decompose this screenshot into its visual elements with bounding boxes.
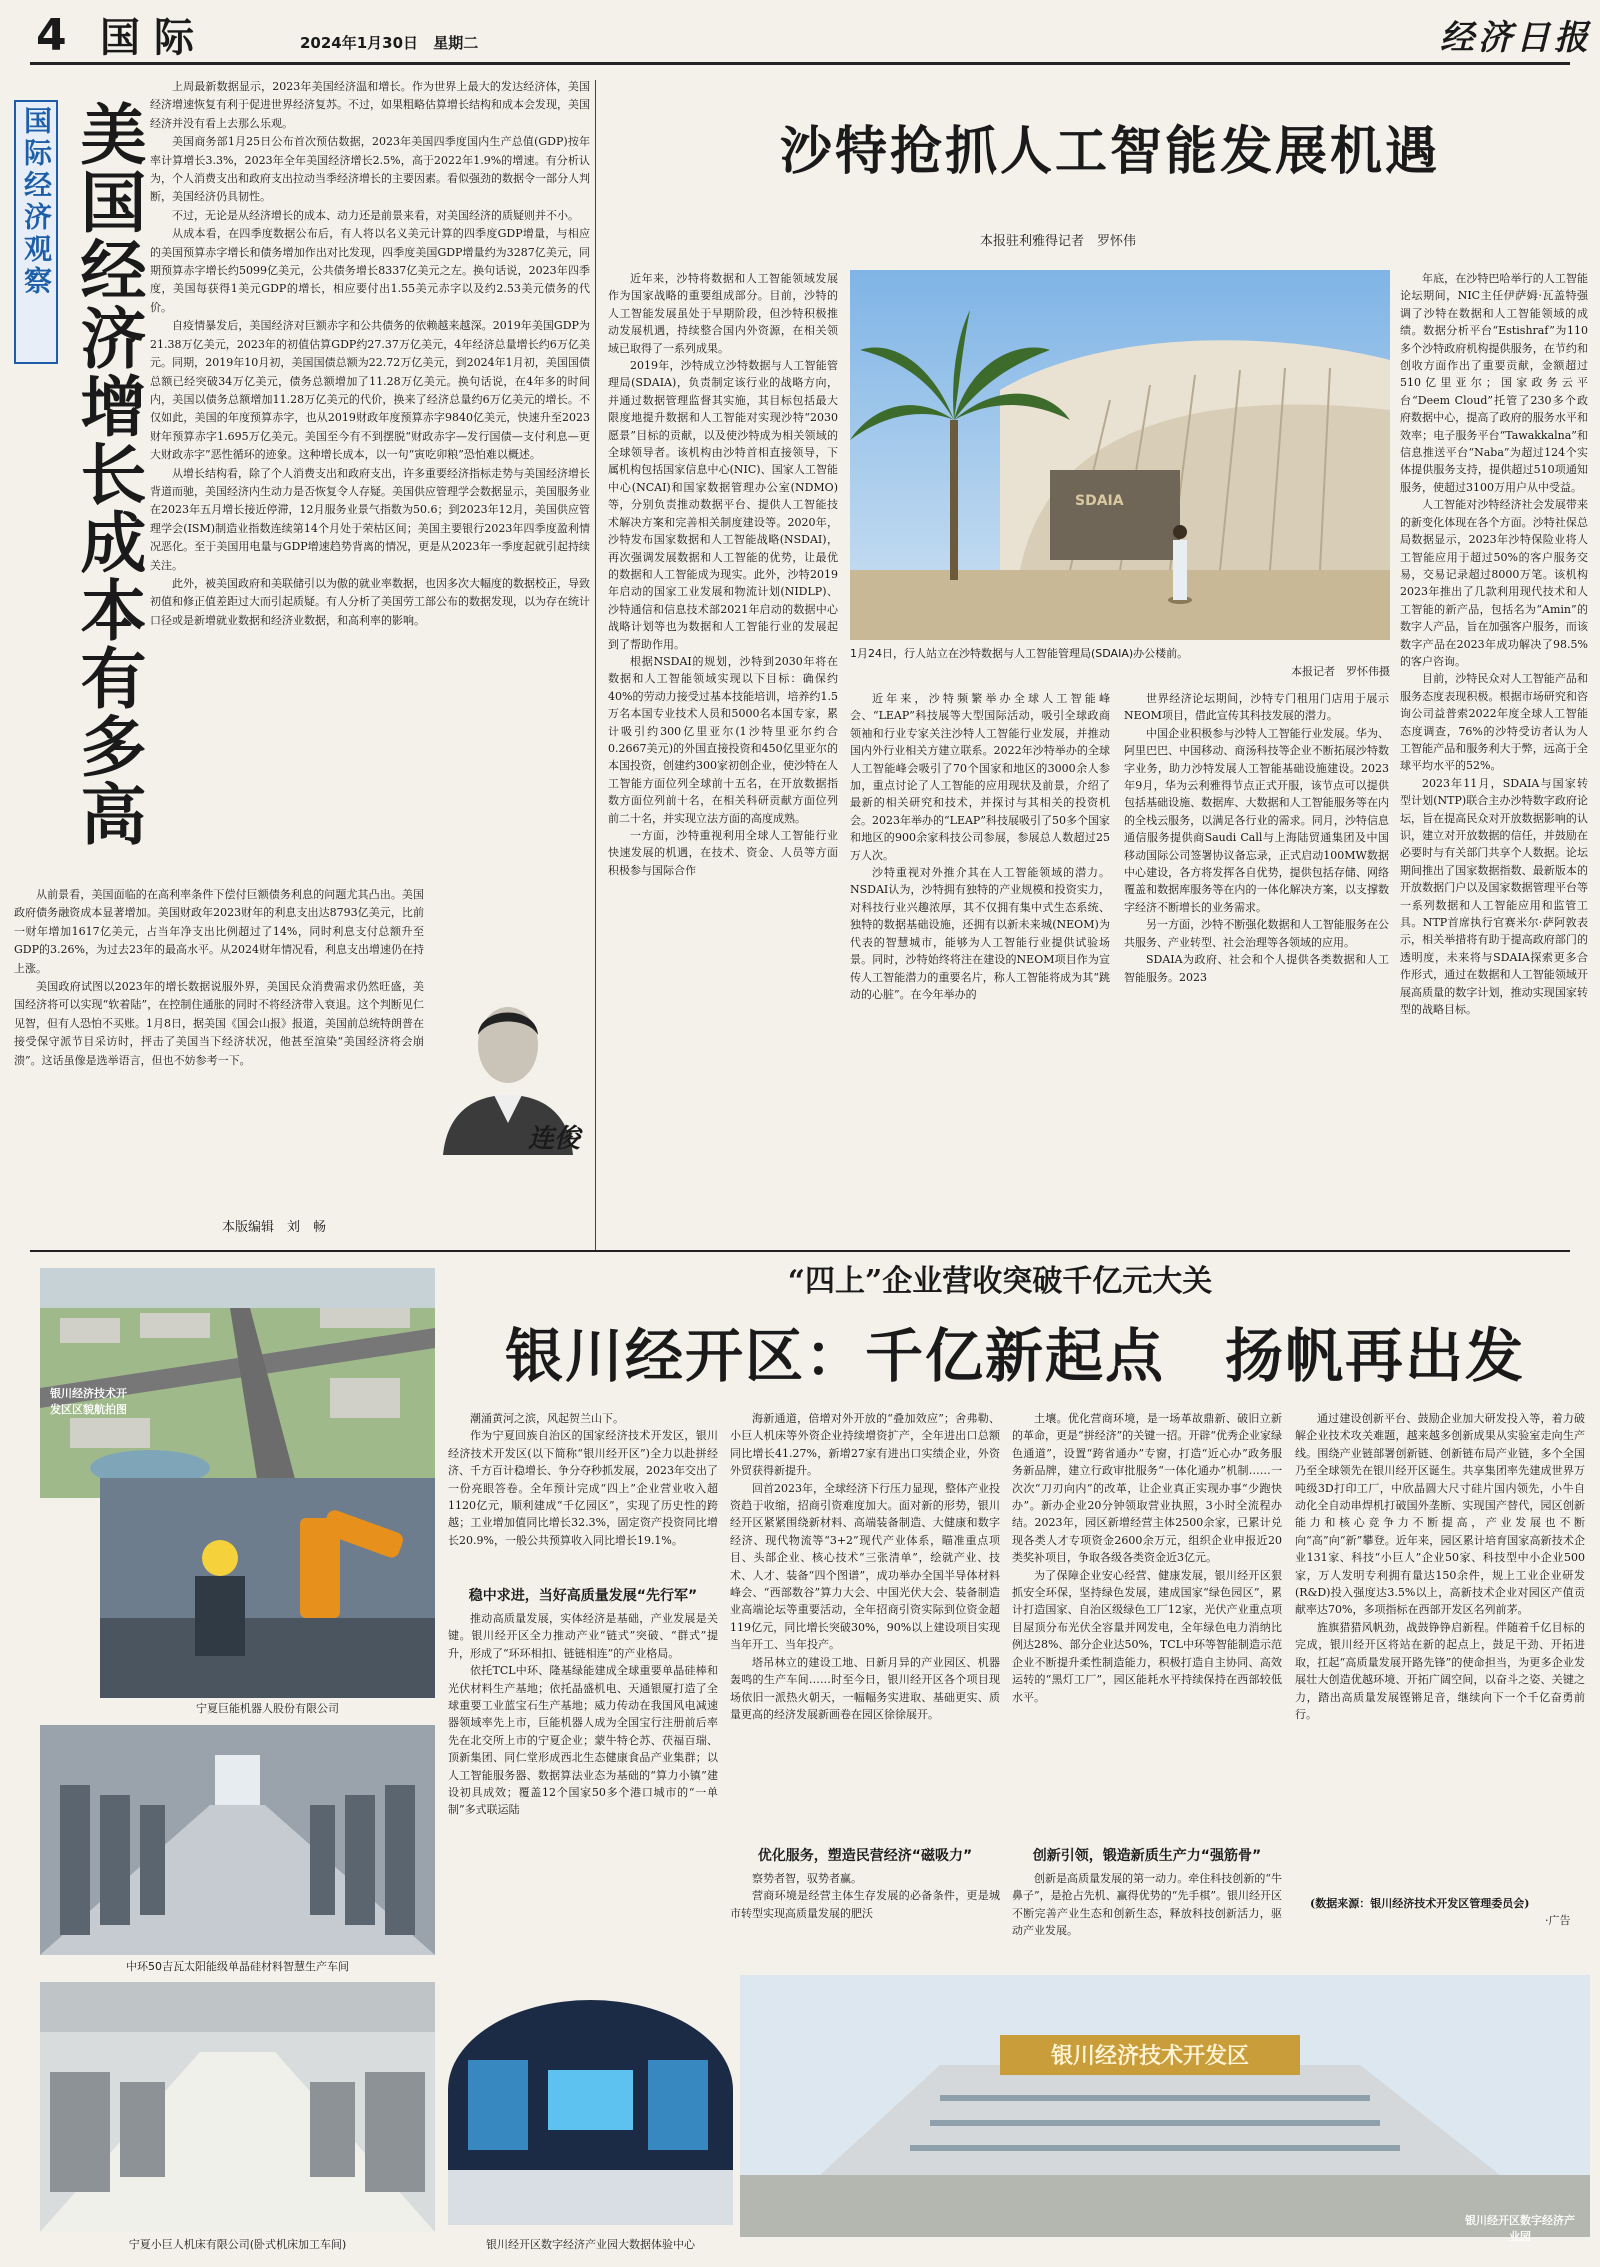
source-note: (数据来源：银川经济技术开发区管理委员会): [1310, 1897, 1530, 1910]
yinchuan-col-2: [730, 1410, 1000, 1840]
left-headline: 美国经济增长成本有多高: [69, 100, 147, 848]
data-center-caption: 银川经开区数字经济产业园大数据体验中心: [486, 2238, 695, 2251]
machine-photo: [40, 1982, 435, 2232]
left-paragraph: 自疫情暴发后，美国经济对巨额赤字和公共债务的依赖越来越深。2019年美国GDP为21.38万亿美元，2023年的初值估算GDP约27.37万亿美元，4年经济总量增长约6万亿美元。同期，2019年10月初，美国国债总额为22.72万亿美元，到2024年1月初，美国国债总额已经突破34万亿美元，债务总额增加了11.28万亿美元。换句话说，在4年多的时间内，美国以债务总额增加11.28万亿美元的代价，换来了经济总量约6万亿美元的增长。不仅如此，美国的年度预算赤字，也从2019财政年度预算赤字9840亿美元，快速升至2023财年预算赤字1.695万亿美元。美国至今有不到摆脱“财政赤字—发行国债—支付利息—更大财政赤字”恶性循环的迹象。这种增长成本，以一句“寅吃卯粮”恐怕难以概述。: [150, 319, 590, 462]
section-title: 国际: [100, 14, 208, 61]
left-paragraph: 不过，无论是从经济增长的成本、动力还是前景来看，对美国经济的质疑则并不小。: [172, 208, 579, 222]
subhead-1: 稳中求进，当好高质量发展“先行军”: [468, 1588, 698, 1604]
yinchuan-paragraph: 依托TCL中环、隆基绿能建成全球重要单晶硅棒和光伏材料生产基地；依托晶盛机电、天通银厦打造了全球重要工业蓝宝石生产基地；威力传动在我国风电减速器领域率先上市，巨能机器人成为全国宝行注册前后率先在北交所上市的宁夏企业；蒙牛特仑苏、茯福百瑞、顶新集团、同仁堂形成西北生态健康食品产业集群；以人工智能服务器、数据算法业态为基础的“算力小镇”建设初具成效；覆盖12个国家50多个港口城市的“一单制”多式联运陆: [448, 1664, 718, 1817]
yinchuan-col-1b: [448, 1610, 718, 1990]
aerial-caption: 银川经济技术开发区区貌航拍图: [50, 1387, 127, 1416]
issue-date: [300, 32, 478, 53]
saudi-headline: 沙特抢抓人工智能发展机遇: [779, 121, 1440, 182]
left-paragraph: 从前景看，美国面临的在高利率条件下偿付巨额债务利息的问题尤其凸出。美国政府债务融资成本显著增加。美国财政年2023财年的利息支出达8793亿美元，比前一财年增加1617亿美元，占当年净支出比例超过了14%，同时利息支付总额升至GDP的3.26%，为过去23年的最高水平。从2024财年情况看，利息支出增速仍在持上涨。: [14, 888, 424, 975]
saudi-paragraph: 沙特重视对外推介其在人工智能领域的潜力。NSDAI认为，沙特拥有独特的产业规模和投资实力，对科技行业兴趣浓厚，其不仅拥有集中式生态系统、独特的数据基础设施，还拥有以新未来城(NEOM)为代表的智慧城市，能够为人工智能行业提供试验场景。同时，沙特始终将注在建设的NEOM项目作为宣传人工智能潜力的重要名片，称人工智能将成为其“跳动的心脏”。在今年举办的: [850, 866, 1110, 1001]
yinchuan-col-3b: [1012, 1870, 1282, 1970]
yinchuan-headline: 银川经开区：千亿新起点 扬帆再出发: [504, 1322, 1525, 1390]
factory-caption: 中环50吉瓦太阳能级单晶硅材料智慧生产车间: [126, 1960, 349, 1973]
sdaia-photo-credit: 本报记者 罗怀伟摄: [1291, 665, 1390, 678]
saudi-paragraph: 近年来，沙特频繁举办全球人工智能峰会、“LEAP”科技展等大型国际活动，吸引全球政商领袖和行业专家关注沙特人工智能行业发展，并推动国内外行业相关方建立联系。2022年沙特举办的全球人工智能峰会吸引了70个国家和地区的3000余人参加，重点讨论了人工智能的应用现状及前景，介绍了最新的相关研究和技术，并探讨与其相关的投资机会。2023年举办的“LEAP”科技展吸引了50多个国家和地区的900余家科技公司参展，参展总人数超过25万人次。: [850, 692, 1110, 862]
section-divider: [30, 1250, 1570, 1252]
saudi-col-1: [608, 270, 838, 1240]
date: 2024年1月30日: [300, 34, 419, 52]
yinchuan-paragraph: 塔吊林立的建设工地、日新月异的产业园区、机器轰鸣的生产车间……时至今日，银川经开区各个项目现场依旧一派热火朝天，一幅幅务实进取、基础更实、质量更高的经济发展新画卷在园区徐徐展开。: [730, 1655, 1000, 1721]
ad-mark: ·广告: [1545, 1914, 1571, 1927]
subhead-2: 优化服务，塑造民营经济“磁吸力”: [757, 1848, 973, 1864]
saudi-paragraph: 一方面，沙特重视利用全球人工智能行业快速发展的机遇，在技术、资金、人员等方面积极参与国际合作: [608, 829, 838, 877]
machine-caption: 宁夏小巨人机床有限公司(卧式机床加工车间): [128, 2238, 347, 2251]
data-center-photo: [448, 2000, 733, 2225]
yinchuan-col-4: [1295, 1410, 1585, 1890]
yinchuan-paragraph: 推动高质量发展，实体经济是基础，产业发展是关键。银川经开区全力推动产业“链式”突破、“群式”提升，形成了“环环相扣、链链相连”的产业格局。: [448, 1612, 718, 1660]
left-paragraph: 上周最新数据显示，2023年美国经济温和增长。作为世界上最大的发达经济体，美国经济增速恢复有利于促进世界经济复苏。不过，如果粗略估算增长结构和成本会发现，美国经济并没有看上去那么乐观。: [150, 80, 590, 130]
yinchuan-paragraph: 土壤。优化营商环境，是一场革故鼎新、破旧立新的革命，更是“拼经济”的关键一招。开辟“优秀企业家绿色通道”，设置“跨省通办”专窗，打造“近心办”政务服务新品牌，建立行政审批服务“一体化通办”机制……一次次“刀刃向内”的改革，让企业真正实现办事“少跑快办”。新办企业20分钟领取营业执照，3小时全流程办结。2023年，园区新增经营主体2500余家，已累计兑现各类人才专项资金2600余万元，组织企业申报近20类奖补项目，争取各级各类资金近3亿元。: [1012, 1412, 1282, 1565]
saudi-paragraph: 年底，在沙特巴哈举行的人工智能论坛期间，NIC主任伊萨姆·瓦盖特强调了沙特在数据和人工智能领域的成绩。数据分析平台“Estishraf”为110多个沙特政府机构提供服务，在节约和创收方面作出了重要贡献，金额超过510亿里亚尔；国家政务云平台“Deem Cloud”托管了230多个政府数据中心，提高了政府的服务水平和效率；电子服务平台“Tawakkalna”和信息推送平台“Naba”为超过124个实体提供服务支持，提供超过510项通知服务，使超过3100万用户从中受益。: [1400, 272, 1588, 494]
left-paragraph: 此外，被美国政府和美联储引以为傲的就业率数据，也因多次大幅度的数据校正，导致初值和修正值差距过大而引起质疑。有人分析了美国劳工部公布的数据发现，以为存在统计口径或是新增就业数据和经济业数据，和高利率的影响。: [150, 576, 590, 627]
yinchuan-paragraph: 回首2023年，全球经济下行压力显现，整体产业投资趋于收缩，招商引资难度加大。面对新的形势，银川经开区紧紧围绕新材料、高端装备制造、大健康和数字经济、现代物流等“3+2”现代产业体系，瞄准重点项目、头部企业、核心技术“三张清单”，绘就产业、技术、人才、装备“四个图谱”，成功举办全国半导体材料峰会、“西部数谷”算力大会、中国光伏大会、装备制造业高端论坛等重要活动，全年招商引资实际到位资金超119亿元，同比增长突破30%，90%以上建设项目实现当年开工、当年投产。: [730, 1481, 1000, 1652]
saudi-paragraph: 中国企业积极参与沙特人工智能行业发展。华为、阿里巴巴、中国移动、商汤科技等企业不断拓展沙特数字业务，助力沙特发展人工智能基础设施建设。2023年9月，华为云利雅得节点正式开服，该节点可以提供包括基础设施、数据库、大数据和人工智能服务等在内的全栈云服务，以满足各行业的需求。同月，沙特信息通信服务提供商Saudi Call与上海陆贸通集团及中国移动国际公司签署协议备忘录，正式启动100MW数据中心建设，各方将发挥各自优势，提供包括存储、网络覆盖和数据库服务等在内的一体化解决方案，以支撑数字经济不断增长的业务需求。: [1124, 726, 1389, 914]
aerial-photo: [40, 1268, 435, 1498]
left-paragraph: 从增长结构看，除了个人消费支出和政府支出，许多重要经济指标走势与美国经济增长背道而驰，美国经济内生动力是否恢复令人存疑。美国供应管理学会数据显示，美国服务业在2023年五月增长接近停滞，12月服务业景气指数为50.6；到2023年12月，美国供应管理学会(ISM)制造业指数连续第14个月处于荣枯区间；美国主要银行2023年四季度盈利情况恶化。至于美国用电量与GDP增速趋势背离的情况，更是从2023年一季度起就引起持续关注。: [150, 466, 590, 572]
saudi-col-3: [1124, 690, 1389, 1240]
paper-logo: 经济日报: [1440, 18, 1592, 58]
saudi-byline: 本报驻利雅得记者 罗怀伟: [980, 234, 1137, 249]
saudi-paragraph: 人工智能对沙特经济社会发展带来的新变化体现在各个方面。沙特社保总局数据显示，2023年沙特保险业将人工智能应用于超过50%的客户服务交易，交易记录超过8000万笔。该机构2023年推出了几款利用现代技术和人工智能的新产品，包括名为“Amin”的数字人产品，旨在加强客户服务，而该数字产品在2023年成功解决了98.5%的客户咨询。: [1400, 498, 1588, 668]
building-photo: [740, 1975, 1590, 2237]
sdaia-photo-caption: 1月24日，行人站立在沙特数据与人工智能管理局(SDAIA)办公楼前。: [850, 647, 1189, 660]
left-article-body-top: [150, 78, 590, 888]
saudi-paragraph: 近年来，沙特将数据和人工智能领域发展作为国家战略的重要组成部分。目前，沙特的人工智能发展虽处于早期阶段，但沙特积极推动发展机遇，持续整合国内外资源，在相关领域已取得了一系列成果。: [608, 272, 838, 355]
left-paragraph: 美国政府试图以2023年的增长数据说服外界，美国民众消费需求仍然旺盛，美国经济将可以实现“软着陆”，在控制住通胀的同时不将经济带入衰退。这个判断见仁见智，但有人恐怕不买账。1月8日，据美国《国会山报》报道，美国前总统特朗普在接受保守派节目采访时，抨击了美国当下经济状况，他甚至渲染“美国经济将会崩溃”。这话虽像是选举语言，但也不妨参考一下。: [14, 980, 424, 1067]
saudi-col-2: [850, 690, 1110, 1240]
sdaia-sign: SDAIA: [1075, 493, 1124, 509]
yinchuan-paragraph: 创新是高质量发展的第一动力。牵住科技创新的“牛鼻子”，是抢占先机、赢得优势的“先手棋”。银川经开区不断完善产业生态和创新生态，释放科技创新活力，驱动产业发展。: [1012, 1872, 1282, 1938]
building-caption: 银川经开区数字经济产业园: [1465, 2214, 1575, 2243]
yinchuan-paragraph: 作为宁夏回族自治区的国家经济技术开发区，银川经济技术开发区(以下简称“银川经开区”)全力以赴拼经济、千方百计稳增长、争分夺秒抓发展，2023年交出了一份亮眼答卷。全年预计完成“四上”企业营业收入超1120亿元，顺利建成“千亿园区”，实现了历史性的跨越；工业增加值同比增长32.3%，固定资产投资同比增长20.9%，一般公共预算收入同比增长19.1%。: [448, 1429, 718, 1547]
saudi-paragraph: 2019年，沙特成立沙特数据与人工智能管理局(SDAIA)，负责制定该行业的战略方向，并通过数据管理监督其实施，其目标包括最大限度地提升数据和人工智能对实现沙特“2030愿景”目标的贡献，以及使沙特成为相关领域的全球领导者。该机构由沙特首相直接领导，下属机构包括国家信息中心(NIC)、国家人工智能中心(NCAI)和国家数据管理办公室(NDMO)等，分别负责推动数据平台、提供人工智能技术解决方案和完善相关制度建设等。2020年，沙特发布国家数据和人工智能战略(NSDAI)，再次强调发展数据和人工智能的优势，让最优的数据和人工智能成为现实。此外，沙特2019年启动的国家工业发展和物流计划(NIDLP)、沙特通信和信息技术部2021年启动的数据中心战略计划等也为数据和人工智能行业的发展起到了帮助作用。: [608, 359, 838, 651]
yinchuan-paragraph: 为了保障企业安心经营、健康发展，银川经开区狠抓安全环保，坚持绿色发展，建成国家“绿色园区”，累计打造国家、自治区级绿色工厂12家，光伏产业重点项目屋顶分布光伏全容量并网发电，全年绿色电力消纳比例达28%、部分企业达50%，TCL中环等智能制造示范企业不断提升柔性制造能力，积极打造自主协同、高效运转的“黑灯工厂”，园区能耗水平持续保持在西部较低水平。: [1012, 1568, 1282, 1704]
left-paragraph: 从成本看，在四季度数据公布后，有人将以名义美元计算的四季度GDP增量，与相应的美国预算赤字增长和债务增加作出对比发现，四季度美国GDP增量约为3287亿美元，同期预算赤字增长约5099亿美元，公共债务增长8337亿美元之左。换句话说，2023年四季度，美国每获得1美元GDP的增长，相应要付出1.55美元赤字以及约2.53美元债务的代价。: [150, 227, 590, 314]
robot-photo: [100, 1478, 435, 1698]
yinchuan-paragraph: 察势者智，驭势者赢。: [752, 1872, 862, 1885]
yinchuan-col-3: [1012, 1410, 1282, 1810]
subhead-3: 创新引领，锻造新质生产力“强筋骨”: [1032, 1848, 1262, 1864]
column-label: [14, 100, 58, 364]
author-signature: 连俊: [528, 1124, 581, 1154]
saudi-paragraph: 根据NSDAI的规划，沙特到2030年将在数据和人工智能领域实现以下目标：确保约40%的劳动力接受过基本技能培训，培养约1.5万名本国专业技术人员和5000名本国专家，累计吸引约300亿里亚尔(1沙特里亚尔约合0.2667美元)的外国直接投资和450亿里亚尔的本国投资，创建约300家初创企业，使沙特在人工智能方面位列全球前十五名，在开放数据指数方面位列前十名，在相关科研贡献方面位列前二十名，并实现立法方面的高度成熟。: [608, 654, 838, 825]
page-editor: 本版编辑 刘 畅: [222, 1220, 327, 1235]
saudi-col-4: [1400, 270, 1588, 1240]
yinchuan-paragraph: 潮涌黄河之滨，风起贺兰山下。: [470, 1412, 624, 1425]
sdaia-building-photo: [850, 270, 1390, 640]
saudi-paragraph: 另一方面，沙特不断强化数据和人工智能服务在公共服务、产业转型、社会治理等各领域的应用。: [1124, 918, 1389, 949]
building-sign: 银川经济技术开发区: [1050, 2044, 1250, 2069]
yinchuan-paragraph: 营商环境是经营主体生存发展的必备条件，更是城市转型实现高质量发展的肥沃: [730, 1889, 1000, 1920]
saudi-paragraph: 目前，沙特民众对人工智能产品和服务态度表现积极。根据市场研究和咨询公司益普索2022年度全球人工智能态度调查，76%的沙特受访者认为人工智能产品和服务利大于弊，远高于全球平均水平的52%。: [1400, 672, 1588, 773]
left-article-body-bottom: [14, 886, 424, 1206]
yinchuan-col-1: [448, 1410, 718, 1580]
left-paragraph: 美国商务部1月25日公布首次预估数据，2023年美国四季度国内生产总值(GDP)按年率计算增长3.3%，2023年全年美国经济增长2.5%，高于2022年1.9%的增速。有分析认为，个人消费支出和政府支出拉动当季经济增长的主要因素。看似强劲的数据令一部分人判断，美国经济仍具韧性。: [150, 135, 590, 204]
yinchuan-paragraph: 通过建设创新平台、鼓励企业加大研发投入等，着力破解企业技术攻关难题，越来越多创新成果从实验室走向生产线。围绕产业链部署创新链、创新链布局产业链，多个全国乃至全球领先在银川经开区诞生。共享集团率先建成世界万吨级3D打印工厂，中欣晶圆大尺寸硅片国内领先，小牛自动化全自动串焊机打破国外垄断、实现国产替代，园区创新能力和核心竞争力不断提高，产业发展也不断向“高”向“新”攀登。近年来，园区累计培育国家高新技术企业131家、科技“小巨人”企业50家、科技型中小企业500家，万人发明专利拥有量达150余件，规上工业企业研发(R&D)投入强度达3.5%以上，高新技术企业对园区产值贡献率达70%，多项指标在西部开发区名列前茅。: [1295, 1412, 1585, 1617]
factory-photo: [40, 1725, 435, 1955]
saudi-paragraph: 2023年11月，SDAIA与国家转型计划(NTP)联合主办沙特数字政府论坛，旨在提高民众对开放数据影响的认识，建立对开放数据的信任，并鼓励在必要时与有关部门共享个人数据。论坛期间推出了国家数据指数、最新版本的开放数据门户以及国家数据管理平台等一系列数据和人工智能应用和监管工具。NTP首席执行官赛米尔·萨阿敦表示，相关举措将有助于提高政府部门的透明度，未来将与SDAIA探索更多合作形式，通过在数据和人工智能领域开展高质量的数字计划，推动实现国家转型的战略目标。: [1400, 776, 1588, 1017]
page-number: 4: [36, 10, 67, 61]
saudi-paragraph: 世界经济论坛期间，沙特专门租用门店用于展示NEOM项目，借此宣传其科技发展的潜力。: [1124, 692, 1389, 723]
weekday: 星期二: [433, 34, 479, 52]
column-label-text: 国际经济观察: [20, 106, 53, 298]
yinchuan-col-2b: [730, 1870, 1000, 1970]
robot-caption: 宁夏巨能机器人股份有限公司: [196, 1702, 339, 1715]
left-column-divider: [595, 80, 596, 1250]
saudi-paragraph: SDAIA为政府、社会和个人提供各类数据和人工智能服务。2023: [1124, 953, 1389, 984]
masthead-rule: [30, 62, 1570, 65]
yinchuan-paragraph: 旌旗猎猎风帆劲，战鼓铮铮启新程。伴随着千亿目标的完成，银川经开区将站在新的起点上，鼓足干劲、开拓进取，扛起“高质量发展开路先锋”的使命担当，为更多企业发展壮大创造优越环境、开拓广阔空间，以奋斗之姿、关键之力，踏出高质量发展铿锵足音，继续向下一个千亿奋勇前行。: [1295, 1620, 1585, 1721]
yinchuan-paragraph: 海新通道，倍增对外开放的“叠加效应”；舍弗勒、小巨人机床等外资企业持续增资扩产，全年进出口总额同比增长41.27%，新增27家有进出口实绩企业，外资外贸获得新提升。: [730, 1412, 1000, 1478]
yinchuan-kicker: “四上”企业营收突破千亿元大关: [787, 1264, 1213, 1299]
